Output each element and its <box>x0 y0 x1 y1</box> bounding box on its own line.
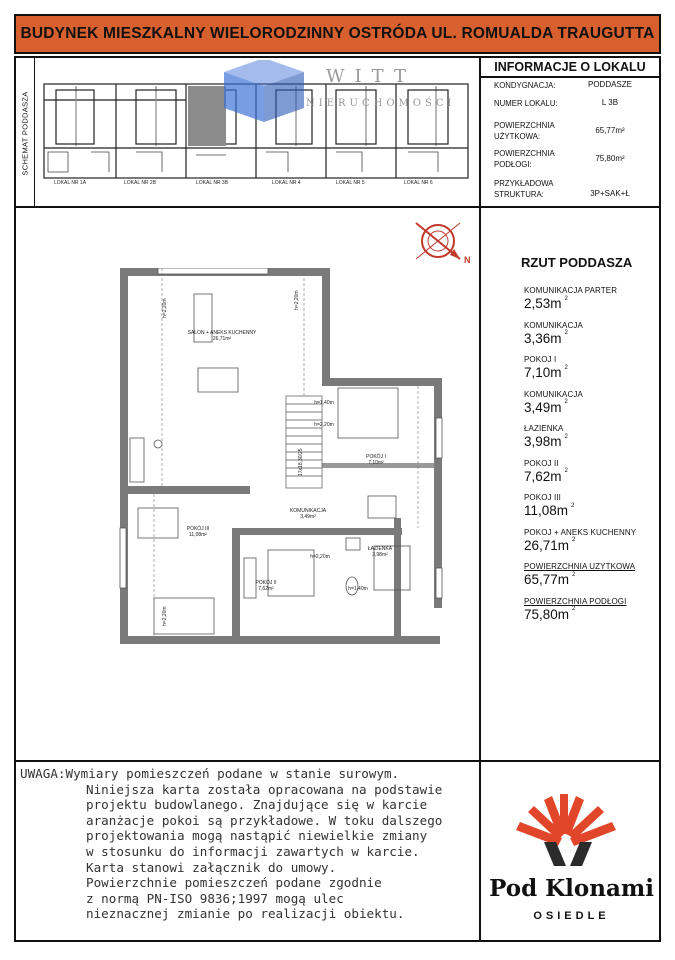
plan-area-salon: 26,71m² <box>212 336 232 342</box>
room-name: POWIERZCHNIA PODŁOGI <box>524 596 627 606</box>
room-area-unit: m <box>557 537 570 553</box>
uwaga-line: UWAGA:Wymiary pomieszczeń podane w stanie surowym. <box>20 766 400 781</box>
room-area-value: 3,98 <box>524 434 551 449</box>
info-label-numer: NUMER LOKALU: <box>494 99 558 108</box>
plan-height-label: h=2,20m <box>314 422 334 428</box>
plan-area-komunikacja: 3,49m² <box>300 514 316 520</box>
plan-area-pokoj2: 7,62m² <box>258 586 274 592</box>
room-area <box>524 296 568 311</box>
logo-title: Pod Klonami <box>489 875 654 902</box>
schemat-unit-label: LOKAL NR 1A <box>54 180 87 186</box>
compass-icon <box>410 215 472 267</box>
divider-bottom <box>14 760 661 762</box>
room-area <box>524 434 568 449</box>
room-area <box>524 400 568 415</box>
room-area-unit: m <box>550 468 562 484</box>
room-area <box>524 469 568 484</box>
wall <box>232 528 402 535</box>
wall <box>394 518 401 638</box>
dining-table <box>198 368 238 392</box>
info-label-pow-uzytkowa: POWIERZCHNIA UŻYTKOWA: <box>494 121 555 141</box>
wall <box>322 378 442 386</box>
room-name: POKOJ + ANEKS KUCHENNY <box>524 527 637 537</box>
witt-wordmark: WITT <box>326 66 416 87</box>
kitchen-counter <box>130 438 144 482</box>
divider-vertical <box>479 56 481 942</box>
room-area-unit: m <box>557 572 570 587</box>
document-header <box>14 14 661 54</box>
room-area <box>524 538 575 553</box>
info-title: INFORMACJE O LOKALU <box>481 58 659 78</box>
shelf <box>244 558 256 598</box>
room-name: POKOJ II <box>524 458 559 468</box>
wall <box>120 486 250 494</box>
sink <box>346 538 360 550</box>
plan-label-pokoj3: POKÓJ III <box>186 526 210 532</box>
uwaga-line: Niniejsza karta została opracowana na podstawie <box>86 781 443 797</box>
plan-stairs-label: 17x18,30/25 <box>298 448 304 476</box>
room-area-sup: 2 <box>572 606 576 612</box>
room-area <box>524 365 568 380</box>
room-area-sup: 2 <box>564 330 568 336</box>
plan-height-label: h=2,20m <box>162 298 168 318</box>
info-value-struktura: 3P+SAK+Ł <box>590 189 630 198</box>
compass-north-label: N <box>464 255 471 265</box>
room-area-value: 2,53 <box>524 296 551 311</box>
room-name: POKOJ I <box>524 355 557 364</box>
uwaga-line: projektowania mogą nastąpić niewielkie zmiany <box>86 828 428 844</box>
room-area-value: 7,10 <box>524 365 551 380</box>
bed-ii <box>268 550 314 596</box>
schemat-unit-label: LOKAL NR 2B <box>124 180 157 186</box>
uwaga-line: Karta stanowi załącznik do umowy. <box>86 859 337 875</box>
room-area-unit: m <box>550 296 562 311</box>
plan-label-pokoj1: POKÓJ I <box>366 454 386 460</box>
room-area-value: 65,77 <box>524 572 558 587</box>
room-area-sup: 2 <box>564 364 568 371</box>
room-area-unit: m <box>557 606 570 622</box>
uwaga-lead: UWAGA: <box>20 766 66 781</box>
wall <box>322 268 330 383</box>
info-label-struktura: PRZYKŁADOWA STRUKTURA: <box>494 179 554 199</box>
schemat-unit-label: LOKAL NR 6 <box>404 180 433 186</box>
wall <box>120 636 440 644</box>
room-name: KOMUNIKACJA PARTER <box>524 286 618 295</box>
staircase <box>286 396 322 488</box>
room-area-value: 3,49 <box>524 399 551 415</box>
room-area-sup: 2 <box>571 502 575 509</box>
room-area-sup: 2 <box>564 295 568 302</box>
plan-height-label: h=1,40m <box>348 586 368 592</box>
room-name: KOMUNIKACJA <box>524 320 583 330</box>
room-area <box>524 503 574 518</box>
room-area-sup: 2 <box>572 571 576 578</box>
room-name: ŁAZIENKA <box>524 424 564 433</box>
highlighted-unit <box>188 86 226 146</box>
schemat-unit-label: LOKAL NR 5 <box>336 180 365 186</box>
witt-subtitle: NIERUCHOMOŚCI <box>306 98 456 109</box>
plan-height-label: h=2,20m <box>310 554 330 560</box>
plan-area-lazienka: 3,98m² <box>372 552 388 558</box>
plan-label-komunikacja: KOMUNIKACJA <box>289 508 327 514</box>
plan-label-lazienka: ŁAZIENKA <box>367 546 393 552</box>
room-area-unit: m <box>550 365 562 380</box>
wall <box>232 528 240 643</box>
room-name: KOMUNIKACJA <box>524 389 583 399</box>
info-label-kondygnacja: KONDYGNACJA: <box>494 81 556 90</box>
uwaga-note <box>20 766 475 922</box>
room-area-sup: 2 <box>564 468 568 474</box>
document-title: BUDYNEK MIESZKALNY WIELORODZINNY OSTRÓDA UL. ROMUALDA TRAUGUTTA <box>20 25 655 42</box>
schemat-unit-label: LOKAL NR 4 <box>272 180 301 186</box>
plan-label-salon: SALON + ANEKS KUCHENNY <box>187 330 257 336</box>
room-area <box>524 572 575 587</box>
info-value-numer: L 3B <box>601 98 619 107</box>
room-area-unit: m <box>550 434 562 449</box>
room-area-unit: m <box>550 399 562 415</box>
divider-top <box>14 206 661 208</box>
info-value-pow-podlogi: 75,80m² <box>595 154 625 163</box>
closet <box>368 496 396 518</box>
room-name: POWIERZCHNIA UZYTKOWA <box>524 562 636 571</box>
room-area-sup: 2 <box>564 399 568 405</box>
info-value-kondygnacja: PODDASZE <box>587 80 632 89</box>
room-area-sup: 2 <box>564 433 568 440</box>
schemat-label: SCHEMAT PODDASZA <box>20 90 30 176</box>
logo-subtitle: OSIEDLE <box>533 910 610 922</box>
plan-height-label: h=2,20m <box>294 290 300 310</box>
room-area <box>524 607 575 622</box>
room-area-sup: 2 <box>572 537 576 543</box>
plan-label-pokoj2: POKÓJ II <box>255 580 277 586</box>
uwaga-line: projektu budowlanego. Znajdujące się w karcie <box>86 797 428 813</box>
room-area-value: 75,80 <box>524 606 558 622</box>
room-area-value: 3,36 <box>524 330 551 346</box>
plan-height-label: h=2,20m <box>162 606 168 626</box>
uwaga-line: Powierzchnie pomieszczeń podane zgodnie <box>86 875 382 891</box>
uwaga-line: z normą PN-ISO 9836;1997 mogą ulec <box>86 890 344 906</box>
plan-height-label: h=1,40m <box>314 400 334 406</box>
room-area <box>524 331 568 346</box>
plan-area-pokoj1: 7,10m² <box>368 460 384 466</box>
room-name: POKOJ III <box>524 493 561 502</box>
room-area-value: 11,08 <box>524 503 557 518</box>
schemat-divider <box>34 56 35 206</box>
plan-area-pokoj3: 11,08m² <box>189 532 207 538</box>
floor-plan <box>118 268 448 648</box>
uwaga-line: w stosunku do informacji zawartych w karcie. <box>86 843 420 859</box>
room-area-unit: m <box>556 503 569 518</box>
room-area-value: 7,62 <box>524 468 551 484</box>
schemat-plan <box>36 60 476 204</box>
bed-i <box>338 388 398 438</box>
info-label-pow-podlogi: POWIERZCHNIA PODŁOGI: <box>494 149 555 169</box>
schemat-unit-label: LOKAL NR 3B <box>196 180 229 186</box>
room-area-value: 26,71 <box>524 537 558 553</box>
pod-klonami-logo-icon <box>508 790 628 870</box>
witt-watermark <box>224 60 455 122</box>
info-value-pow-uzytkowa: 65,77m² <box>595 126 625 135</box>
wardrobe <box>138 508 178 538</box>
stove <box>154 440 162 448</box>
uwaga-line: nieznacznej zmianie po realizacji obiektu. <box>86 906 405 922</box>
uwaga-line: aranżacje pokoi są przykładowe. W toku dalszego <box>86 812 443 828</box>
room-area-unit: m <box>550 330 562 346</box>
rzut-title: RZUT PODDASZA <box>521 255 633 270</box>
